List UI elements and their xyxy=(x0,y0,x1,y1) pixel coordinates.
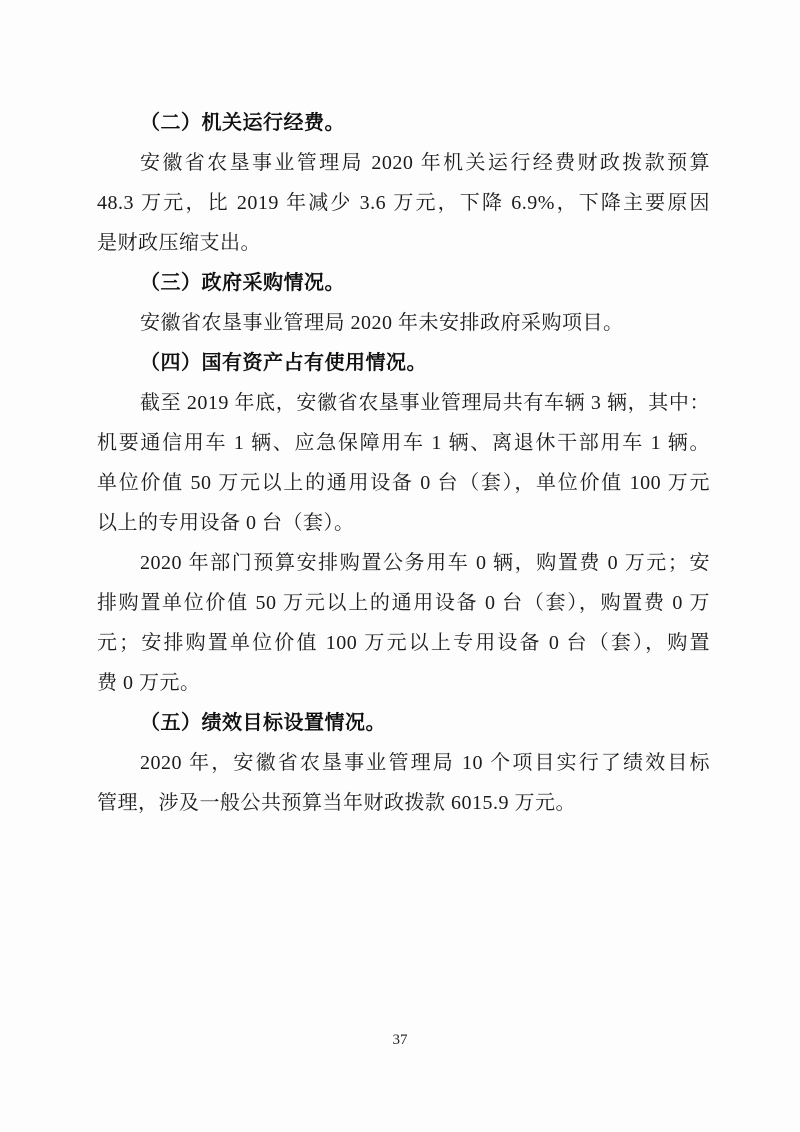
paragraph-line: 费 0 万元。 xyxy=(97,672,201,694)
section-heading: （四）国有资产占有使用情况。 xyxy=(140,352,427,374)
section-heading: （三）政府采购情况。 xyxy=(140,272,345,294)
paragraph-line: 2020 年，安徽省农垦事业管理局 10 个项目实行了绩效目标 xyxy=(140,752,710,774)
paragraph-line: 截至 2019 年底，安徽省农垦事业管理局共有车辆 3 辆，其中： xyxy=(140,392,710,414)
paragraph-line: 管理，涉及一般公共预算当年财政拨款 6015.9 万元。 xyxy=(97,792,576,814)
section-heading: （二）机关运行经费。 xyxy=(140,112,345,134)
paragraph-line: 排购置单位价值 50 万元以上的通用设备 0 台（套），购置费 0 万 xyxy=(97,592,710,614)
page-number: 37 xyxy=(392,1032,408,1048)
paragraph-line: 安徽省农垦事业管理局 2020 年机关运行经费财政拨款预算 xyxy=(140,152,710,174)
paragraph-line: 2020 年部门预算安排购置公务用车 0 辆，购置费 0 万元；安 xyxy=(140,552,710,574)
paragraph-line: 元；安排购置单位价值 100 万元以上专用设备 0 台（套），购置 xyxy=(97,632,710,654)
paragraph-line: 机要通信用车 1 辆、应急保障用车 1 辆、离退休干部用车 1 辆。 xyxy=(97,432,710,454)
paragraph-line: 单位价值 50 万元以上的通用设备 0 台（套），单位价值 100 万元 xyxy=(97,472,710,494)
paragraph-line: 安徽省农垦事业管理局 2020 年未安排政府采购项目。 xyxy=(140,312,624,334)
paragraph-line: 是财政压缩支出。 xyxy=(97,232,261,254)
paragraph-line: 以上的专用设备 0 台（套）。 xyxy=(97,512,355,534)
document-page xyxy=(97,103,710,823)
section-heading: （五）绩效目标设置情况。 xyxy=(140,712,386,734)
paragraph-line: 48.3 万元，比 2019 年减少 3.6 万元，下降 6.9%，下降主要原因 xyxy=(97,192,710,214)
